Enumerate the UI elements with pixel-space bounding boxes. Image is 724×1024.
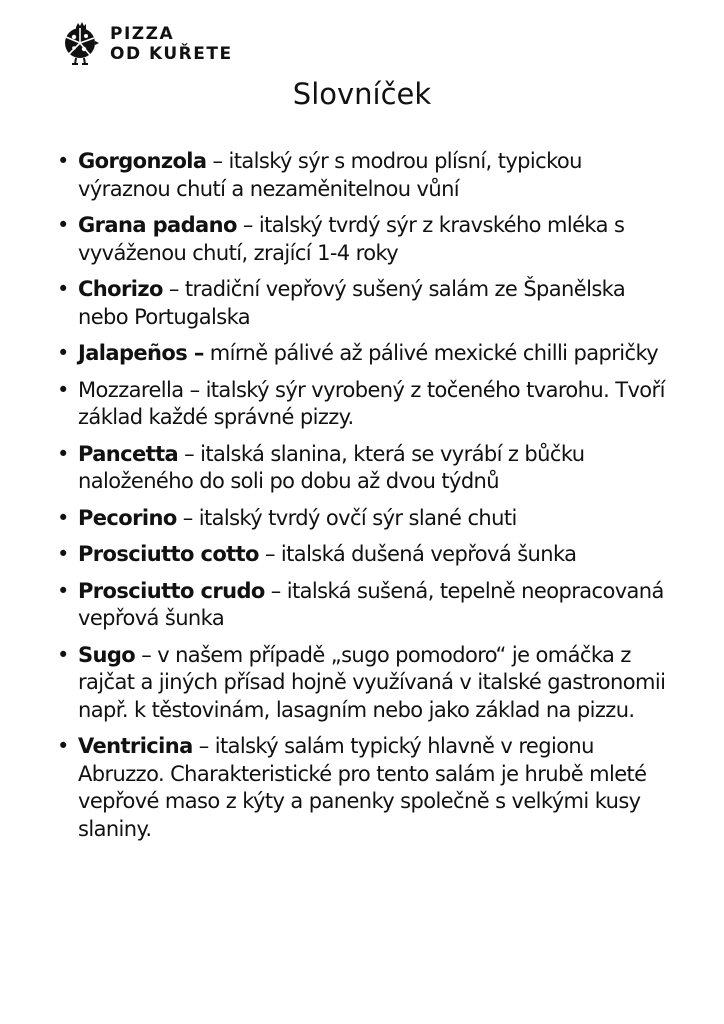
glossary-term: Pancetta: [78, 441, 179, 466]
glossary-definition: – italská sušená, tepelně neopracovaná vepřová šunka: [78, 578, 664, 630]
brand-logo: [60, 20, 233, 68]
glossary-item: [54, 148, 678, 203]
brand-name: [110, 24, 233, 64]
glossary-definition: – italský sýr vyrobený z točeného tvarohu. Tvoří základ každé správné pizzy.: [78, 377, 665, 429]
glossary-term: Sugo: [78, 642, 136, 667]
glossary-term: Chorizo: [78, 277, 163, 301]
glossary-item: [54, 340, 678, 368]
glossary-term: Pecorino: [78, 505, 177, 530]
glossary-item: [54, 541, 678, 569]
glossary-definition: – tradiční vepřový sušený salám ze Španělska nebo Portugalska: [78, 277, 626, 329]
glossary-item: [54, 276, 678, 331]
glossary-item: [54, 505, 678, 533]
glossary-definition: mírně pálivé až pálivé mexické chilli papričky: [203, 341, 659, 365]
glossary-item: [54, 578, 678, 633]
glossary-item: [54, 733, 678, 843]
glossary-item: [54, 642, 678, 725]
pizza-chick-icon: [60, 22, 100, 66]
glossary-definition: – italská dušená vepřová šunka: [258, 542, 577, 566]
glossary-term: Gorgonzola: [78, 149, 207, 173]
glossary-definition: – italský tvrdý sýr z kravského mléka s vyváženou chutí, zrající 1-4 roky: [78, 213, 625, 265]
page-title: Slovníček: [292, 77, 432, 111]
glossary-term: Mozzarella: [78, 377, 184, 402]
glossary-list: [54, 148, 678, 852]
glossary-term: Jalapeños –: [78, 341, 204, 365]
glossary-term: Grana padano: [78, 213, 237, 237]
glossary-item: [54, 441, 678, 496]
glossary-definition: – italský tvrdý ovčí sýr slané chuti: [176, 505, 517, 530]
glossary-item: [54, 377, 678, 432]
brand-line-2: OD KUŘETE: [110, 44, 233, 64]
glossary-term: Ventricina: [78, 734, 193, 758]
glossary-term: Prosciutto crudo: [78, 578, 265, 603]
brand-line-1: PIZZA: [110, 24, 175, 44]
glossary-term: Prosciutto cotto: [78, 542, 259, 566]
glossary-definition: – v našem případě „sugo pomodoro“ je omáčka z rajčat a jiných přísad hojně využívaná v italské gastronomii např. k těstovinám, lasagním nebo jako základ na pizzu.: [78, 642, 666, 722]
glossary-item: [54, 212, 678, 267]
glossary-definition: – italský salám typický hlavně v regionu Abruzzo. Charakteristické pro tento salám je hrubě mleté vepřové maso z kýty a panenky společně s velkými kusy slaniny.: [78, 734, 647, 841]
glossary-definition: – italská slanina, která se vyrábí z bůčku naloženého do soli po dobu až dvou týdnů: [78, 441, 585, 493]
glossary-definition: – italský sýr s modrou plísní, typickou výraznou chutí a nezaměnitelnou vůní: [78, 149, 582, 201]
